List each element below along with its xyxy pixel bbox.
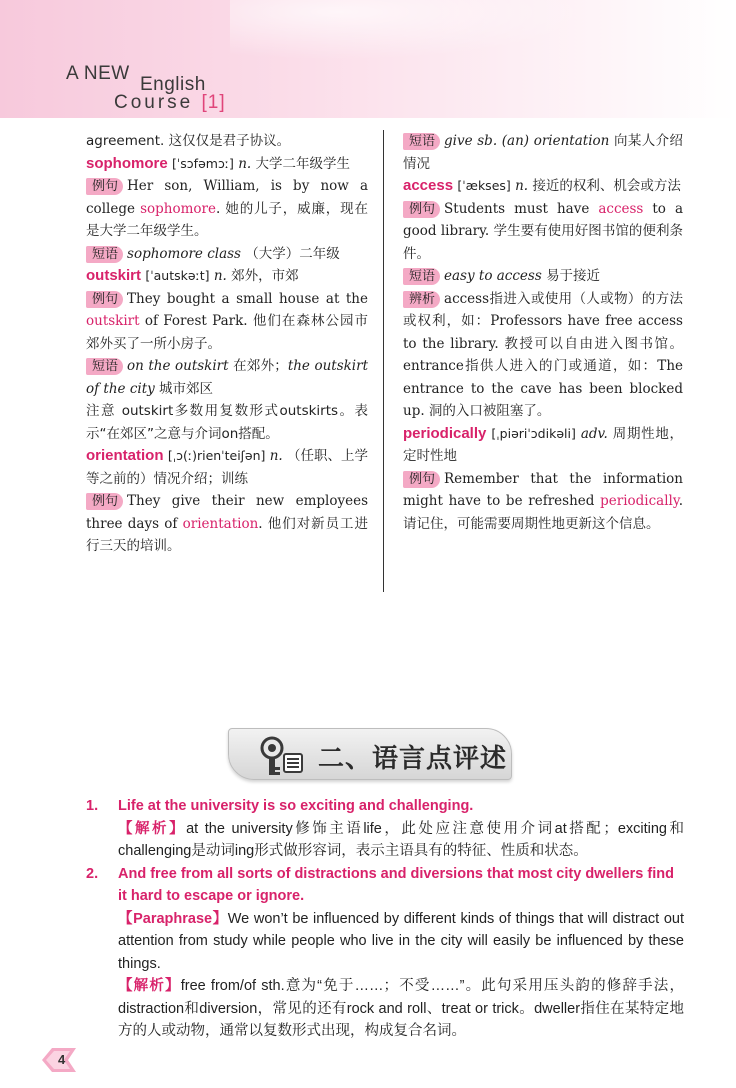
phrase-en: sophomore class [127,245,241,262]
example-highlight: sophomore [140,200,216,217]
example-tag: 例句 [403,201,440,218]
continued-text: agreement. 这仅仅是君子协议。 [86,133,291,149]
phrase-en-1: on the outskirt [127,358,229,374]
example-text: They bought a small house at the [127,290,368,307]
vocab-column-right [403,130,683,535]
phrase-outskirt [86,355,368,400]
phonetic: [ˌɔ(ː)rienˈteiʃən] [167,448,266,463]
definition: 接近的权利、机会或方法 [532,178,681,194]
phrase-cn: （大学）二年级 [245,245,340,262]
example-highlight: outskirt [86,313,140,329]
phrase-access [403,265,683,288]
analysis-access [403,288,683,423]
point-text: Life at the university is so exciting and challenging. [118,798,474,814]
point-1 [86,795,684,818]
brand-course: Course [114,92,194,113]
part-of-speech: n. [515,178,529,194]
example-access [403,198,683,266]
note-label: 【解析】 [118,820,187,837]
note-label: 【Paraphrase】 [118,910,228,927]
part-of-speech: adv. [580,425,608,442]
phrase-en: easy to access [444,268,542,284]
definition: 郊外，市郊 [231,268,299,284]
example-translation: to a good library. 学生要有使用好图书馆的便利条件。 [403,200,683,262]
usage-note: 注意 outskirt多数用复数形式outskirts。表示“在郊区”之意与介词on搭配。 [86,403,368,442]
example-tag: 例句 [86,291,123,308]
section-body [86,795,684,1043]
headword: periodically [403,424,487,442]
phonetic: [ˈautskəːt] [145,268,210,283]
entry-outskirt [86,265,368,288]
example-text: Students must have [444,200,599,217]
example-highlight: access [598,200,644,217]
phrase-tag: 短语 [403,268,440,285]
phrase-cn-1: 在郊外； [233,358,288,374]
point-number: 2. [86,865,99,882]
section-title: 二、语言点评述 [318,744,508,774]
headword: access [403,177,454,194]
analysis-tag: 辨析 [403,291,440,308]
part-of-speech: n. [238,155,252,172]
example-text: Remember that the information might have to be refreshed [403,470,683,509]
vocab-column-left [86,130,368,558]
headword: outskirt [86,267,142,284]
brand-line-1: A NEW [66,63,130,84]
example-translation: of Forest Park. 他们在森林公园市郊外买了一所小房子。 [86,313,368,352]
phonetic: [ˌpiəriˈɔdikəli] [491,425,576,441]
example-periodically [403,468,683,536]
example-sophomore [86,175,368,243]
example-highlight: orientation [182,515,259,532]
point-2-paraphrase [118,908,684,976]
page-header [0,0,736,118]
phonetic: [ˈækses] [457,178,511,193]
phrase-cn: 易于接近 [546,268,601,284]
entry-orientation [86,445,368,490]
brand-line-3 [114,92,226,114]
part-of-speech: n. [213,268,227,284]
definition: 大学二年级学生 [255,155,350,172]
point-number: 1. [86,798,99,814]
point-text: And free from all sorts of distractions and diversions that most city dwellers find it hard to escape or ignore. [118,865,674,904]
brand-volume: [1] [201,92,226,113]
note-label: 【解析】 [118,978,181,994]
phrase-sophomore [86,243,368,266]
phrase-tag: 短语 [86,246,123,263]
page-number: 4 [58,1052,66,1067]
example-orientation [86,490,368,558]
phrase-cn: 向某人介绍情况 [403,133,683,172]
column-divider [383,130,384,592]
phrase-en: give sb. (an) orientation [444,133,610,149]
phrase-en-2: the outskirt of the city [86,358,369,397]
example-tag: 例句 [86,493,123,510]
definition: （任职、上学等之前的）情况介绍；训练 [86,448,369,487]
example-translation: . 他们对新员工进行三天的培训。 [86,515,368,554]
example-text: They give their new employees three days of [86,493,368,532]
example-translation: . 她的儿子，威廉，现在是大学二年级学生。 [86,200,368,239]
note-text: We won’t be influenced by different kinds of things that will distract out attention from study while people who live in the city will easily be influenced by these things. [118,910,684,972]
entry-sophomore [86,153,368,176]
analysis-text: access指进入或使用（人或物）的方法或权利，如：Professors have free access to the library. 教授可以自由进入图书馆。entrance指供人进入的门或通道，如：The entrance to the cave has been blocked up. 洞的入口被阻塞了。 [403,290,683,419]
phrase-tag: 短语 [403,133,440,150]
point-1-note [118,818,684,863]
point-2-note [118,975,684,1043]
example-outskirt [86,288,368,356]
brand-line-2: English [140,74,206,95]
entry-periodically [403,423,683,468]
note-text: at the university修饰主语life，此处应注意使用介词at搭配；exciting和challenging是动词ing形式做形容词，表示主语具有的特征、性质和状态。 [118,820,685,859]
key-list-icon [258,734,304,780]
definition: 周期性地，定时性地 [403,425,683,464]
example-text: Her son, William, is by now a college [86,178,368,217]
headword: orientation [86,447,164,464]
phrase-orientation [403,130,683,175]
phrase-cn-2: 城市郊区 [159,380,214,397]
example-translation: . 请记住，可能需要周期性地更新这个信息。 [403,493,683,532]
note-text: free from/of sth.意为“免于……；不受……”。此句采用压头韵的修辞手法，distraction和diversion，常见的还有rock and roll、treat or trick。dweller指住在某特定地方的人或动物，通常以复数形式出现，构成复合名词。 [118,978,684,1039]
phrase-tag: 短语 [86,358,123,375]
example-tag: 例句 [403,471,440,488]
phonetic: [ˈsɔfəmɔː] [171,155,234,171]
example-tag: 例句 [86,178,123,195]
point-2 [86,863,684,908]
example-highlight: periodically [600,493,679,509]
part-of-speech: n. [269,448,283,464]
headword: sophomore [86,154,168,172]
entry-access [403,175,683,198]
